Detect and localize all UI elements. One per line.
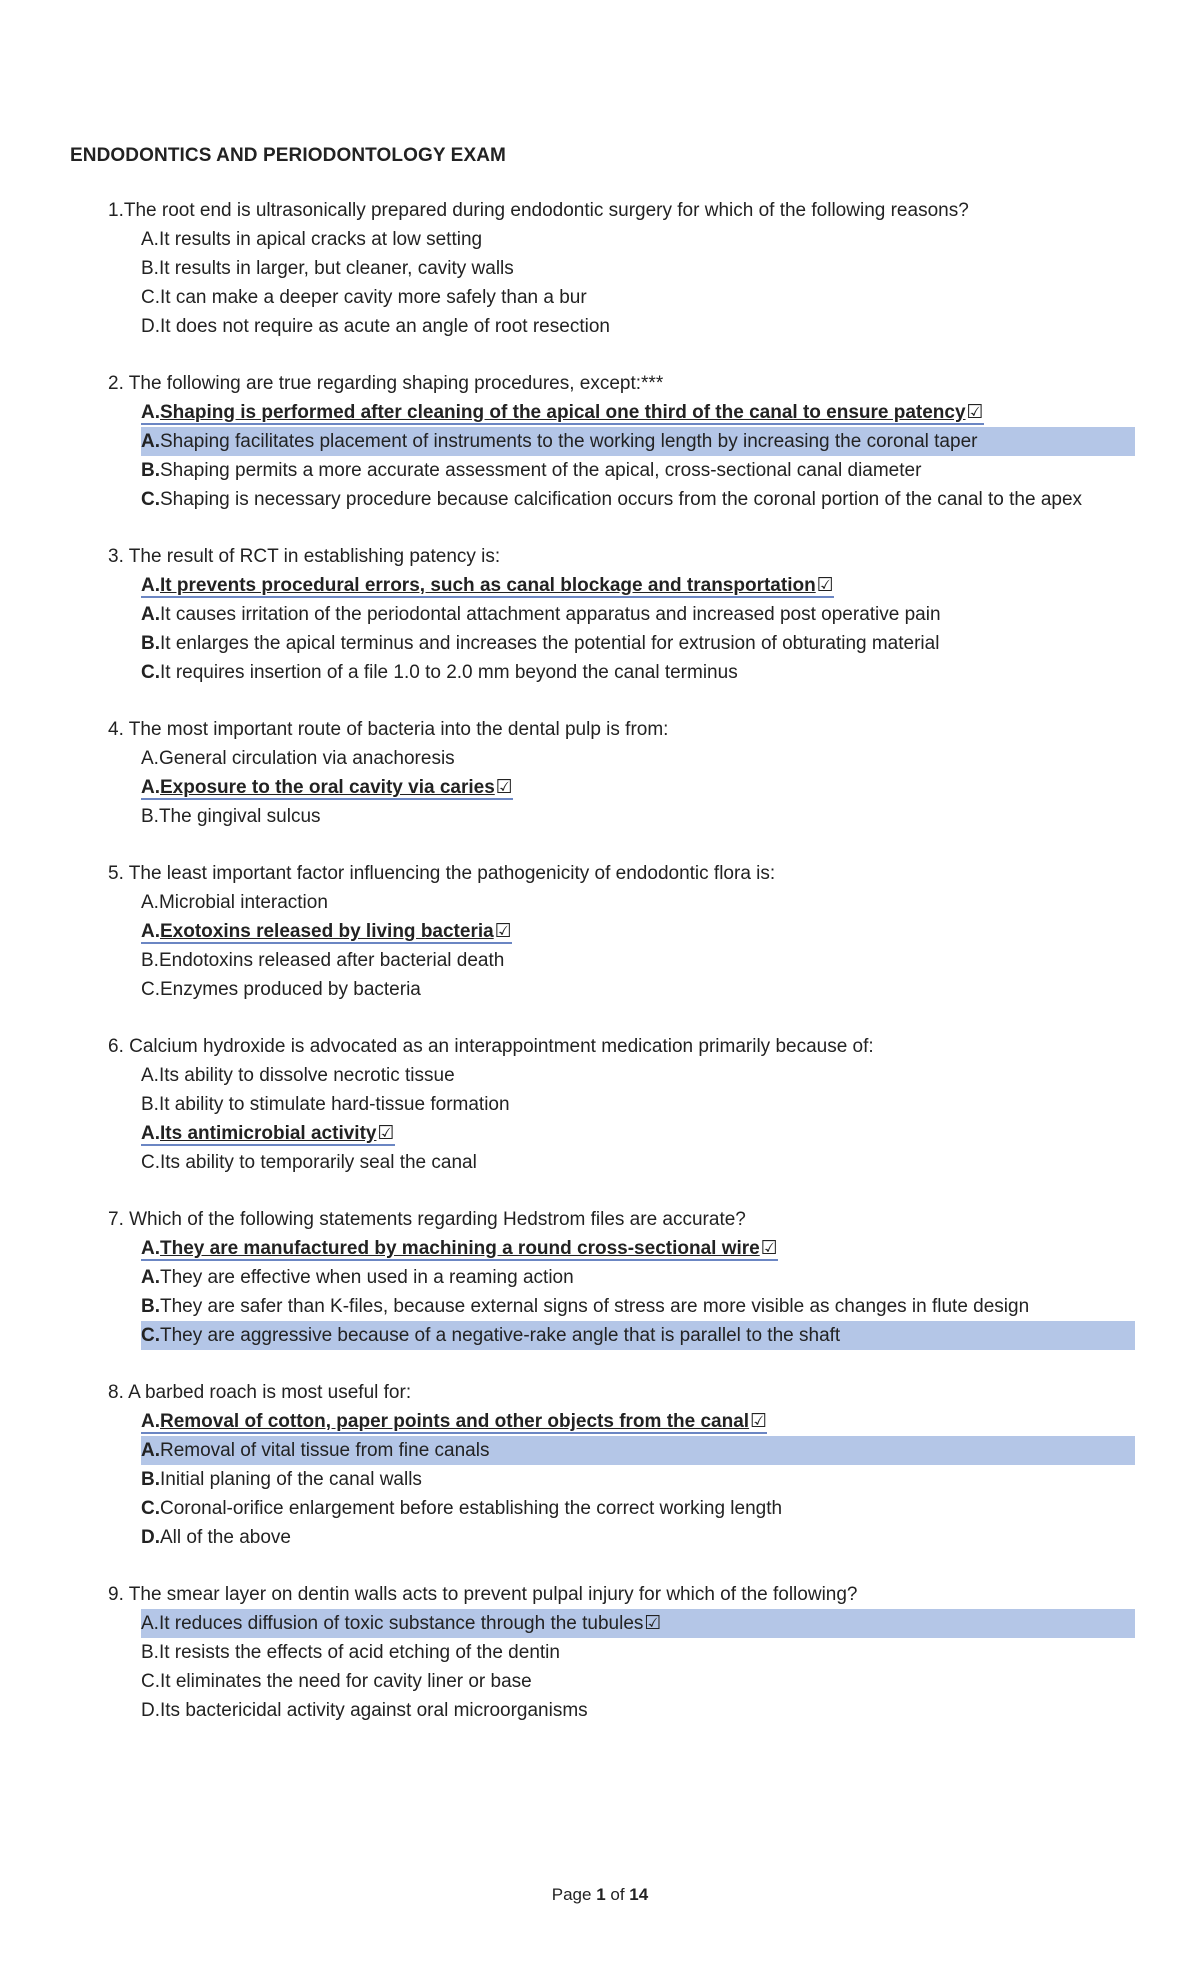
option-text: Shaping facilitates placement of instruments to the working length by increasing the coronal taper <box>160 431 978 452</box>
answer-option <box>141 1321 1135 1350</box>
question-4 <box>0 715 1200 831</box>
question-text: 2. The following are true regarding shaping procedures, except:*** <box>108 373 664 394</box>
option-text: It requires insertion of a file 1.0 to 2.0 mm beyond the canal terminus <box>160 662 738 683</box>
option-letter: B. <box>141 806 159 827</box>
option-text: Its bactericidal activity against oral microorganisms <box>160 1700 588 1721</box>
checkbox-checked-icon: ☑ <box>644 1613 662 1634</box>
option-letter: B. <box>141 460 160 481</box>
answer-option <box>141 225 1135 254</box>
answer-option <box>141 456 1135 485</box>
option-text: It resists the effects of acid etching of the dentin <box>158 1642 560 1663</box>
option-text: Removal of cotton, paper points and other objects from the canal <box>160 1411 750 1432</box>
option-text: Shaping permits a more accurate assessment of the apical, cross-sectional canal diameter <box>160 460 922 481</box>
option-letter: C. <box>141 662 160 683</box>
option-letter: C. <box>141 489 160 510</box>
option-text: It eliminates the need for cavity liner or base <box>160 1671 532 1692</box>
option-text: They are aggressive because of a negative-rake angle that is parallel to the shaft <box>160 1325 841 1346</box>
option-text: It ability to stimulate hard-tissue formation <box>158 1094 510 1115</box>
option-letter: A. <box>141 777 160 798</box>
option-letter: A. <box>141 1123 160 1144</box>
option-text: Exposure to the oral cavity via caries <box>160 777 495 798</box>
option-text: It can make a deeper cavity more safely than a bur <box>160 287 587 308</box>
question-list <box>0 196 1200 1753</box>
option-text: Its ability to dissolve necrotic tissue <box>158 1065 455 1086</box>
question-6 <box>0 1032 1200 1177</box>
option-letter: A. <box>141 431 160 452</box>
answer-option <box>141 946 1135 975</box>
option-text: It reduces diffusion of toxic substance through the tubules <box>158 1613 644 1634</box>
option-letter: A. <box>141 575 160 596</box>
option-letter: C. <box>141 1152 160 1173</box>
answer-option <box>141 1148 1135 1177</box>
option-letter: D. <box>141 1700 160 1721</box>
option-letter: A. <box>141 229 159 250</box>
answer-option <box>141 658 1135 687</box>
checkbox-checked-icon: ☑ <box>966 402 984 423</box>
option-letter: A. <box>141 1411 160 1432</box>
page-label: Page <box>551 1885 597 1904</box>
question-3 <box>0 542 1200 687</box>
option-letter: B. <box>141 633 160 654</box>
answer-option <box>141 917 1135 946</box>
answer-option <box>141 1494 1135 1523</box>
question-8 <box>0 1378 1200 1552</box>
option-text: They are effective when used in a reaming action <box>160 1267 574 1288</box>
option-letter: D. <box>141 1527 160 1548</box>
exam-title: ENDODONTICS AND PERIODONTOLOGY EXAM <box>70 145 506 166</box>
question-text: 6. Calcium hydroxide is advocated as an interappointment medication primarily because of: <box>108 1036 874 1057</box>
checkbox-checked-icon: ☑ <box>495 777 513 798</box>
question-1 <box>0 196 1200 341</box>
option-letter: C. <box>141 1498 160 1519</box>
answer-option <box>141 1061 1135 1090</box>
option-letter: A. <box>141 748 159 769</box>
option-text: It prevents procedural errors, such as canal blockage and transportation <box>160 575 816 596</box>
option-letter: A. <box>141 921 160 942</box>
checkbox-checked-icon: ☑ <box>750 1411 768 1432</box>
question-2 <box>0 369 1200 514</box>
option-text: Removal of vital tissue from fine canals <box>160 1440 490 1461</box>
option-letter: B. <box>141 258 159 279</box>
question-7 <box>0 1205 1200 1350</box>
answer-option <box>141 773 1135 802</box>
option-text: Initial planing of the canal walls <box>160 1469 422 1490</box>
option-letter: D. <box>141 316 160 337</box>
checkbox-checked-icon: ☑ <box>494 921 512 942</box>
option-letter: A. <box>141 1613 159 1634</box>
answer-option <box>141 1090 1135 1119</box>
option-text: They are manufactured by machining a round cross-sectional wire <box>160 1238 760 1259</box>
option-text: Shaping is necessary procedure because calcification occurs from the coronal portion of the canal to the apex <box>160 489 1083 510</box>
option-text: Coronal-orifice enlargement before establishing the correct working length <box>160 1498 783 1519</box>
page-current: 1 <box>596 1885 606 1904</box>
answer-option <box>141 1263 1135 1292</box>
question-9 <box>0 1580 1200 1725</box>
question-text: 1.The root end is ultrasonically prepared during endodontic surgery for which of the following reasons? <box>108 200 969 221</box>
option-letter: B. <box>141 1094 159 1115</box>
option-text: It results in apical cracks at low setting <box>158 229 483 250</box>
question-text: 4. The most important route of bacteria into the dental pulp is from: <box>108 719 669 740</box>
checkbox-checked-icon: ☑ <box>816 575 834 596</box>
answer-option <box>141 744 1135 773</box>
answer-option <box>141 1234 1135 1263</box>
option-text: It results in larger, but cleaner, cavity walls <box>158 258 514 279</box>
question-text: 3. The result of RCT in establishing patency is: <box>108 546 501 567</box>
option-text: Shaping is performed after cleaning of the apical one third of the canal to ensure patency <box>160 402 966 423</box>
answer-option <box>141 427 1135 456</box>
question-text: 8. A barbed roach is most useful for: <box>108 1382 412 1403</box>
option-text: Its antimicrobial activity <box>160 1123 377 1144</box>
option-letter: C. <box>141 1671 160 1692</box>
option-letter: C. <box>141 1325 160 1346</box>
answer-option <box>141 1292 1135 1321</box>
question-5 <box>0 859 1200 1004</box>
answer-option <box>141 485 1135 514</box>
option-text: It causes irritation of the periodontal attachment apparatus and increased post operative pain <box>160 604 941 625</box>
page-of: of <box>605 1885 630 1904</box>
option-letter: B. <box>141 1642 159 1663</box>
answer-option <box>141 1436 1135 1465</box>
option-text: Its ability to temporarily seal the canal <box>160 1152 477 1173</box>
answer-option <box>141 888 1135 917</box>
option-text: It does not require as acute an angle of root resection <box>160 316 610 337</box>
answer-option <box>141 1638 1135 1667</box>
answer-option <box>141 1609 1135 1638</box>
answer-option <box>141 1667 1135 1696</box>
answer-option <box>141 1523 1135 1552</box>
option-text: Endotoxins released after bacterial death <box>158 950 505 971</box>
answer-option <box>141 1465 1135 1494</box>
option-text: All of the above <box>160 1527 291 1548</box>
option-letter: A. <box>141 1440 160 1461</box>
option-text: General circulation via anachoresis <box>158 748 455 769</box>
option-text: Microbial interaction <box>158 892 328 913</box>
question-text: 5. The least important factor influencing the pathogenicity of endodontic flora is: <box>108 863 776 884</box>
option-letter: A. <box>141 892 159 913</box>
option-letter: A. <box>141 1065 159 1086</box>
answer-option <box>141 283 1135 312</box>
option-letter: B. <box>141 1469 160 1490</box>
option-text: The gingival sulcus <box>158 806 321 827</box>
answer-option <box>141 1407 1135 1436</box>
option-letter: B. <box>141 950 159 971</box>
answer-option <box>141 312 1135 341</box>
answer-option <box>141 1119 1135 1148</box>
checkbox-checked-icon: ☑ <box>377 1123 395 1144</box>
question-text: 9. The smear layer on dentin walls acts to prevent pulpal injury for which of the following? <box>108 1584 858 1605</box>
checkbox-checked-icon: ☑ <box>760 1238 778 1259</box>
page-total: 14 <box>629 1885 649 1904</box>
option-letter: B. <box>141 1296 160 1317</box>
option-letter: A. <box>141 604 160 625</box>
option-text: Exotoxins released by living bacteria <box>160 921 494 942</box>
answer-option <box>141 802 1135 831</box>
option-letter: C. <box>141 979 160 1000</box>
answer-option <box>141 571 1135 600</box>
answer-option <box>141 975 1135 1004</box>
question-text: 7. Which of the following statements regarding Hedstrom files are accurate? <box>108 1209 746 1230</box>
answer-option <box>141 1696 1135 1725</box>
option-text: Enzymes produced by bacteria <box>160 979 421 1000</box>
answer-option <box>141 254 1135 283</box>
option-text: They are safer than K-files, because external signs of stress are more visible as changes in flute design <box>160 1296 1030 1317</box>
answer-option <box>141 600 1135 629</box>
answer-option <box>141 629 1135 658</box>
option-letter: A. <box>141 402 160 423</box>
option-text: It enlarges the apical terminus and increases the potential for extrusion of obturating material <box>160 633 940 654</box>
option-letter: A. <box>141 1267 160 1288</box>
page-footer <box>0 1885 1200 1905</box>
answer-option <box>141 398 1135 427</box>
option-letter: A. <box>141 1238 160 1259</box>
option-letter: C. <box>141 287 160 308</box>
